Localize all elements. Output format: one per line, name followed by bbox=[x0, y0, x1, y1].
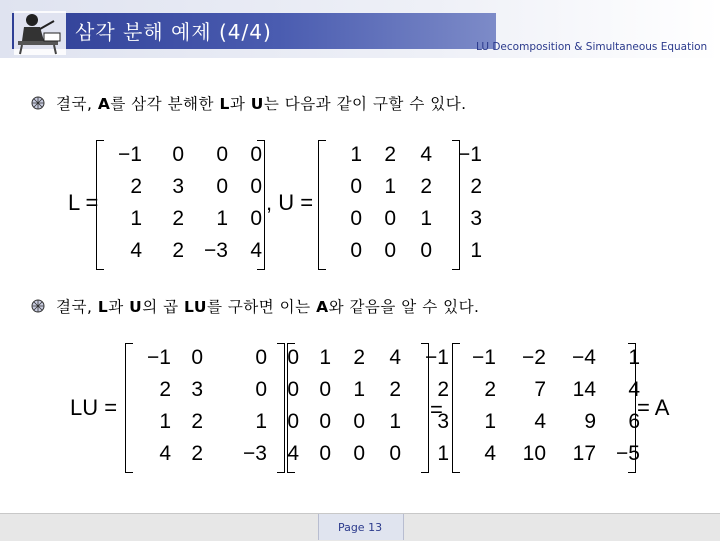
matrix-cell: 10 bbox=[522, 442, 546, 465]
matrix-cell: 2 bbox=[484, 378, 496, 401]
text-segment: 결국, bbox=[56, 95, 98, 113]
matrix-cell: 1 bbox=[484, 410, 496, 433]
matrix-bracket-right bbox=[628, 343, 636, 473]
matrix-cell: 0 bbox=[191, 346, 203, 369]
math-symbol: L bbox=[97, 298, 109, 316]
matrix-cell: 0 bbox=[216, 175, 228, 198]
matrix-cell: 3 bbox=[437, 410, 449, 433]
matrix-cell: 0 bbox=[250, 143, 262, 166]
equals-sign: = bbox=[430, 397, 443, 422]
matrix-cell: 2 bbox=[191, 410, 203, 433]
U-label: , U = bbox=[266, 190, 314, 215]
matrix-bracket-left bbox=[452, 343, 460, 473]
text-segment: 과 bbox=[108, 298, 130, 316]
matrix-cell: 1 bbox=[353, 378, 365, 401]
matrix-cell: 1 bbox=[319, 346, 331, 369]
matrix-cell: 9 bbox=[584, 410, 596, 433]
matrix-cell: 0 bbox=[216, 143, 228, 166]
matrix-cell: 3 bbox=[470, 207, 482, 230]
matrix-bracket-left bbox=[96, 140, 104, 270]
A-label: = A bbox=[637, 395, 670, 420]
L-label: L = bbox=[68, 190, 99, 215]
matrix-cell: 0 bbox=[319, 442, 331, 465]
bullet-2 bbox=[30, 295, 479, 317]
matrix-bracket-right bbox=[277, 343, 285, 473]
matrix-cell: −5 bbox=[616, 442, 640, 465]
matrix-cell: −3 bbox=[204, 239, 228, 262]
matrix-cell: 0 bbox=[287, 378, 299, 401]
matrix-cell: 14 bbox=[572, 378, 596, 401]
bullet-globe-icon bbox=[30, 95, 46, 111]
math-symbol: U bbox=[250, 95, 264, 113]
matrix-cell: 2 bbox=[172, 239, 184, 262]
text-segment: 의 곱 bbox=[142, 298, 185, 316]
matrix-cell: −1 bbox=[147, 346, 171, 369]
matrix-cell: 0 bbox=[255, 378, 267, 401]
LU-label: LU = bbox=[70, 395, 118, 420]
math-symbol: LU bbox=[184, 298, 207, 316]
matrix-cell: 0 bbox=[287, 410, 299, 433]
text-segment: 과 bbox=[229, 95, 251, 113]
matrix-cell: 0 bbox=[389, 442, 401, 465]
bullet-globe-icon bbox=[30, 298, 46, 314]
matrix-cell: 1 bbox=[255, 410, 267, 433]
matrix-cell: 1 bbox=[628, 346, 640, 369]
matrix-bracket-right bbox=[452, 140, 460, 270]
teacher-at-desk-icon bbox=[14, 11, 66, 55]
matrix-cell: 4 bbox=[159, 442, 171, 465]
matrix-cell: 1 bbox=[437, 442, 449, 465]
matrix-cell: 2 bbox=[437, 378, 449, 401]
math-symbol: L bbox=[219, 95, 230, 113]
page-subtitle: LU Decomposition & Simultaneous Equation bbox=[476, 41, 708, 53]
matrix-cell: 0 bbox=[250, 175, 262, 198]
matrix-cell: −3 bbox=[243, 442, 267, 465]
matrix-cell: 17 bbox=[572, 442, 596, 465]
matrix-bracket-left bbox=[125, 343, 133, 473]
matrix-cell: 1 bbox=[420, 207, 432, 230]
matrix-cell: 0 bbox=[384, 239, 396, 262]
matrix-cell: 0 bbox=[250, 207, 262, 230]
matrix-cell: 4 bbox=[628, 378, 640, 401]
matrix-bracket-right bbox=[257, 140, 265, 270]
matrix-cell: 0 bbox=[319, 378, 331, 401]
matrix-cell: 2 bbox=[420, 175, 432, 198]
matrix-cell: 0 bbox=[172, 143, 184, 166]
math-symbol: U bbox=[129, 298, 143, 316]
text-segment: 를 삼각 분해한 bbox=[110, 95, 220, 113]
matrix-cell: 4 bbox=[389, 346, 401, 369]
matrix-cell: 2 bbox=[353, 346, 365, 369]
matrix-cell: 4 bbox=[130, 239, 142, 262]
matrix-bracket-left bbox=[287, 343, 295, 473]
matrix-cell: 0 bbox=[350, 239, 362, 262]
matrix-cell: 0 bbox=[353, 410, 365, 433]
matrix-cell: 4 bbox=[287, 442, 299, 465]
matrix-cell: 4 bbox=[250, 239, 262, 262]
matrix-bracket-left bbox=[318, 140, 326, 270]
matrix-cell: −4 bbox=[572, 346, 596, 369]
matrix-cell: 3 bbox=[191, 378, 203, 401]
matrix-cell: 2 bbox=[384, 143, 396, 166]
matrix-cell: 2 bbox=[172, 207, 184, 230]
matrix-cell: 2 bbox=[470, 175, 482, 198]
text-segment: 와 같음을 알 수 있다. bbox=[328, 298, 480, 316]
matrix-cell: 1 bbox=[470, 239, 482, 262]
matrix-cell: 4 bbox=[484, 442, 496, 465]
matrix-cell: 4 bbox=[534, 410, 546, 433]
matrix-cell: 1 bbox=[159, 410, 171, 433]
page-number: Page 13 bbox=[337, 521, 383, 534]
text-segment: 결국, bbox=[56, 298, 98, 316]
matrix-cell: 2 bbox=[389, 378, 401, 401]
matrix-cell: 0 bbox=[255, 346, 267, 369]
matrix-cell: 6 bbox=[628, 410, 640, 433]
matrix-cell: 1 bbox=[130, 207, 142, 230]
matrix-cell: 0 bbox=[287, 346, 299, 369]
matrix-cell: −1 bbox=[425, 346, 449, 369]
matrix-cell: 4 bbox=[420, 143, 432, 166]
matrix-cell: 1 bbox=[384, 175, 396, 198]
matrix-cell: 1 bbox=[216, 207, 228, 230]
matrix-cell: 0 bbox=[350, 175, 362, 198]
matrix-cell: 2 bbox=[130, 175, 142, 198]
matrix-cell: 7 bbox=[534, 378, 546, 401]
matrix-cell: 0 bbox=[319, 410, 331, 433]
matrix-cell: 2 bbox=[191, 442, 203, 465]
bullet-1-text bbox=[56, 92, 467, 114]
matrix-cell: −1 bbox=[472, 346, 496, 369]
matrix-cell: 0 bbox=[353, 442, 365, 465]
matrix-cell: 1 bbox=[350, 143, 362, 166]
matrix-cell: 0 bbox=[420, 239, 432, 262]
matrix-cell: −2 bbox=[522, 346, 546, 369]
matrix-bracket-right bbox=[421, 343, 429, 473]
text-segment: 는 다음과 같이 구할 수 있다. bbox=[263, 95, 467, 113]
page-title: 삼각 분해 예제 (4/4) bbox=[75, 20, 272, 44]
bullet-1 bbox=[30, 92, 467, 114]
matrix-cell: 3 bbox=[172, 175, 184, 198]
math-symbol: A bbox=[97, 95, 111, 113]
matrix-cell: 0 bbox=[350, 207, 362, 230]
math-symbol: A bbox=[316, 298, 329, 316]
matrix-cell: −1 bbox=[118, 143, 142, 166]
matrix-cell: 0 bbox=[384, 207, 396, 230]
bullet-2-text bbox=[56, 295, 479, 317]
text-segment: 를 구하면 이는 bbox=[206, 298, 317, 316]
matrix-cell: 2 bbox=[159, 378, 171, 401]
matrix-cell: −1 bbox=[458, 143, 482, 166]
matrix-cell: 1 bbox=[389, 410, 401, 433]
